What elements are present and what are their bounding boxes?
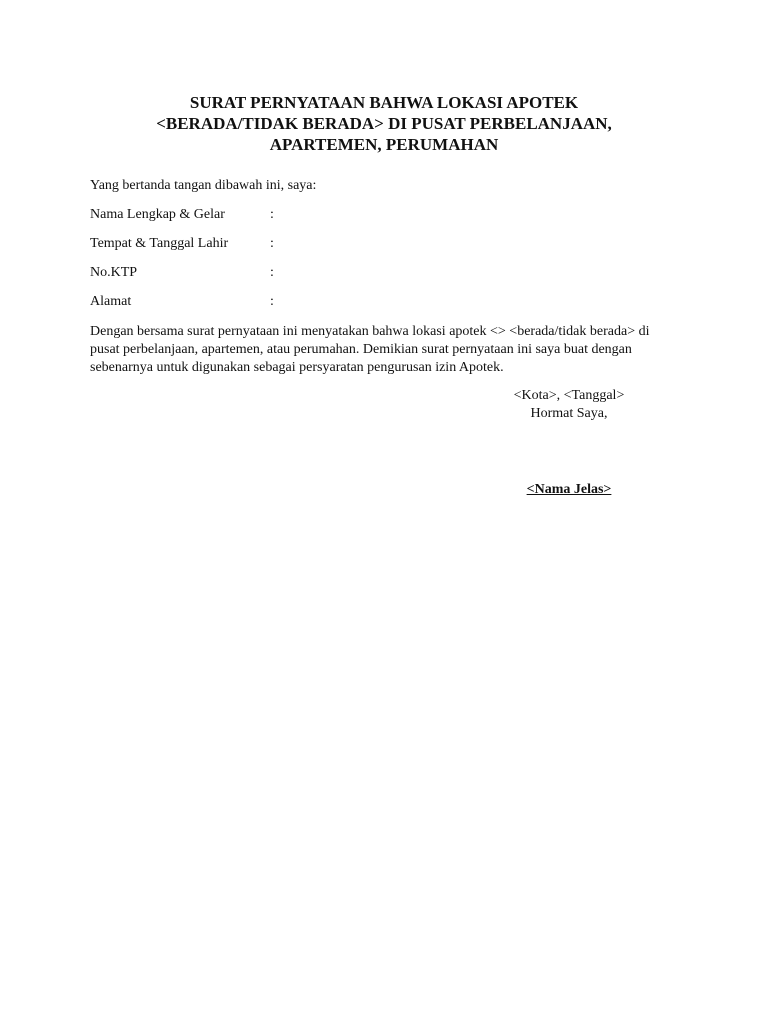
field-separator: : [270,207,274,222]
field-address [90,293,274,311]
statement-line: pusat perbelanjaan, apartemen, atau perumahan. Demikian surat pernyataan ini saya buat dengan [90,342,632,357]
title-line: <BERADA/TIDAK BERADA> DI PUSAT PERBELANJAAN, [156,114,612,133]
field-separator: : [270,236,274,251]
field-id-number [90,264,274,282]
field-label: Nama Lengkap & Gelar [90,207,225,222]
signature-name: <Nama Jelas> [526,482,612,497]
statement-line: Dengan bersama surat pernyataan ini menyatakan bahwa lokasi apotek <> <berada/tidak berada> di [90,324,650,339]
intro-text: Yang bertanda tangan dibawah ini, saya: [90,178,317,193]
statement-paragraph [90,323,690,377]
title-line: SURAT PERNYATAAN BAHWA LOKASI APOTEK [189,93,579,112]
statement-line: sebenarnya untuk digunakan sebagai persyaratan pengurusan izin Apotek. [90,360,504,375]
signature-regards: Hormat Saya, [530,406,608,421]
field-label: Alamat [90,294,132,309]
document-title [80,92,688,155]
field-birth-place-date [90,235,274,253]
field-label: No.KTP [90,265,138,280]
field-label: Tempat & Tanggal Lahir [90,236,229,251]
title-line: APARTEMEN, PERUMAHAN [269,135,499,154]
field-full-name [90,206,274,224]
field-separator: : [270,294,274,309]
field-separator: : [270,265,274,280]
signature-place-date: <Kota>, <Tanggal> [513,388,625,403]
